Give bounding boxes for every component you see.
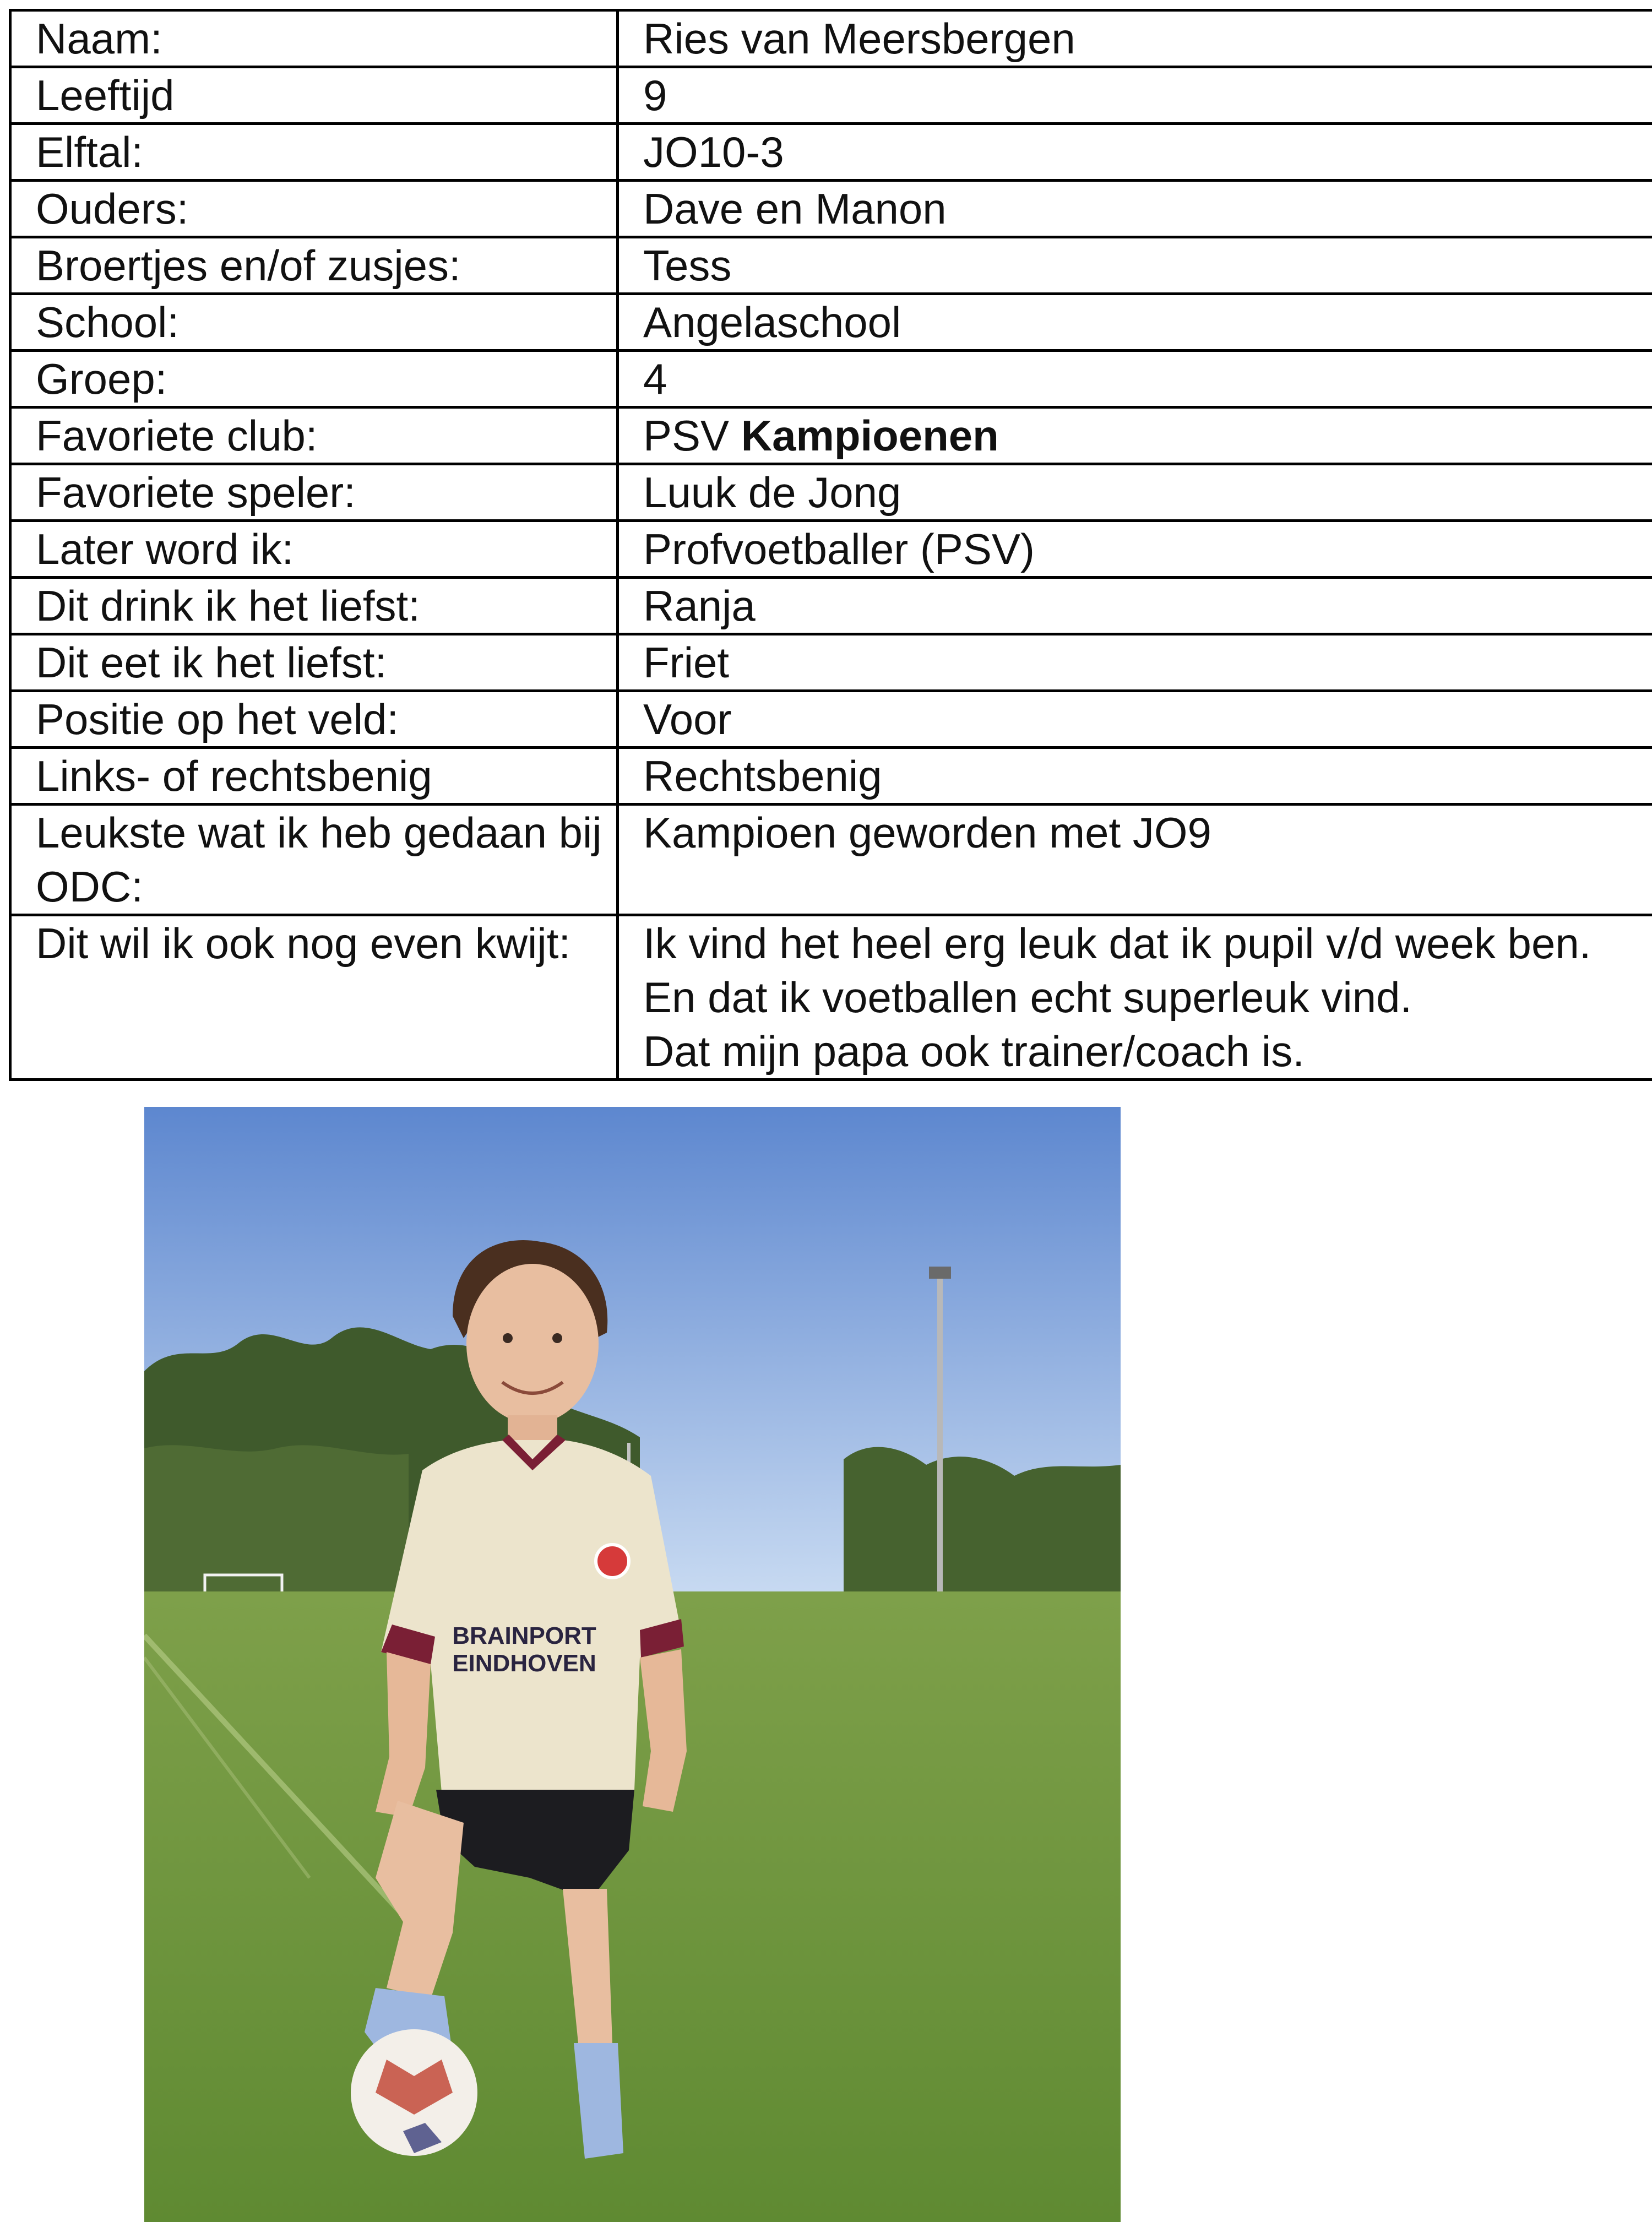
player-label: Favoriete speler:: [10, 464, 618, 521]
extra-line: Ik vind het heel erg leuk dat ik pupil v/d week ben.: [643, 919, 1591, 968]
food-value: Friet: [618, 634, 1652, 691]
extra-line: Dat mijn papa ook trainer/coach is.: [643, 1027, 1305, 1075]
name-label: Naam:: [10, 10, 618, 67]
siblings-value: Tess: [618, 237, 1652, 294]
best-value: Kampioen geworden met JO9: [618, 805, 1652, 915]
table-row: [10, 408, 1652, 464]
team-value: JO10-3: [618, 124, 1652, 181]
table-row: [10, 181, 1652, 237]
later-label: Later word ik:: [10, 521, 618, 578]
group-value: 4: [618, 351, 1652, 408]
parents-label: Ouders:: [10, 181, 618, 237]
extra-value: [618, 915, 1652, 1080]
parents-value: Dave en Manon: [618, 181, 1652, 237]
position-value: Voor: [618, 691, 1652, 748]
table-row: [10, 294, 1652, 351]
profile-table: [9, 9, 1652, 1081]
club-value-cell: [618, 408, 1652, 464]
table-row: [10, 634, 1652, 691]
shirt-sponsor-line1: BRAINPORT: [452, 1622, 596, 1649]
table-row: [10, 351, 1652, 408]
extra-line: En dat ik voetballen echt superleuk vind.: [643, 973, 1412, 1022]
table-row: [10, 124, 1652, 181]
extra-label: Dit wil ik ook nog even kwijt:: [10, 915, 618, 1080]
age-label: Leeftijd: [10, 67, 618, 124]
player-photo: [144, 1107, 1121, 2222]
foot-value: Rechtsbenig: [618, 748, 1652, 805]
drink-label: Dit drink ik het liefst:: [10, 578, 618, 634]
table-row: [10, 691, 1652, 748]
club-value: PSV: [643, 411, 730, 460]
age-value: 9: [618, 67, 1652, 124]
shirt-sponsor-line2: EINDHOVEN: [452, 1650, 596, 1677]
foot-label: Links- of rechtsbenig: [10, 748, 618, 805]
table-row: [10, 464, 1652, 521]
school-label: School:: [10, 294, 618, 351]
table-row: [10, 915, 1652, 1080]
table-row: [10, 578, 1652, 634]
best-label: Leukste wat ik heb gedaan bij ODC:: [10, 805, 618, 915]
group-label: Groep:: [10, 351, 618, 408]
siblings-label: Broertjes en/of zusjes:: [10, 237, 618, 294]
table-row: [10, 237, 1652, 294]
team-label: Elftal:: [10, 124, 618, 181]
table-row: [10, 748, 1652, 805]
later-value: Profvoetballer (PSV): [618, 521, 1652, 578]
table-row: [10, 521, 1652, 578]
name-value: Ries van Meersbergen: [618, 10, 1652, 67]
football: [351, 2029, 477, 2156]
club-label: Favoriete club:: [10, 408, 618, 464]
club-extra: Kampioenen: [741, 411, 999, 460]
table-row: [10, 67, 1652, 124]
school-value: Angelaschool: [618, 294, 1652, 351]
player-photo-illustration: [144, 1107, 1121, 2222]
player-value: Luuk de Jong: [618, 464, 1652, 521]
drink-value: Ranja: [618, 578, 1652, 634]
table-row: [10, 805, 1652, 915]
food-label: Dit eet ik het liefst:: [10, 634, 618, 691]
position-label: Positie op het veld:: [10, 691, 618, 748]
table-row: [10, 10, 1652, 67]
